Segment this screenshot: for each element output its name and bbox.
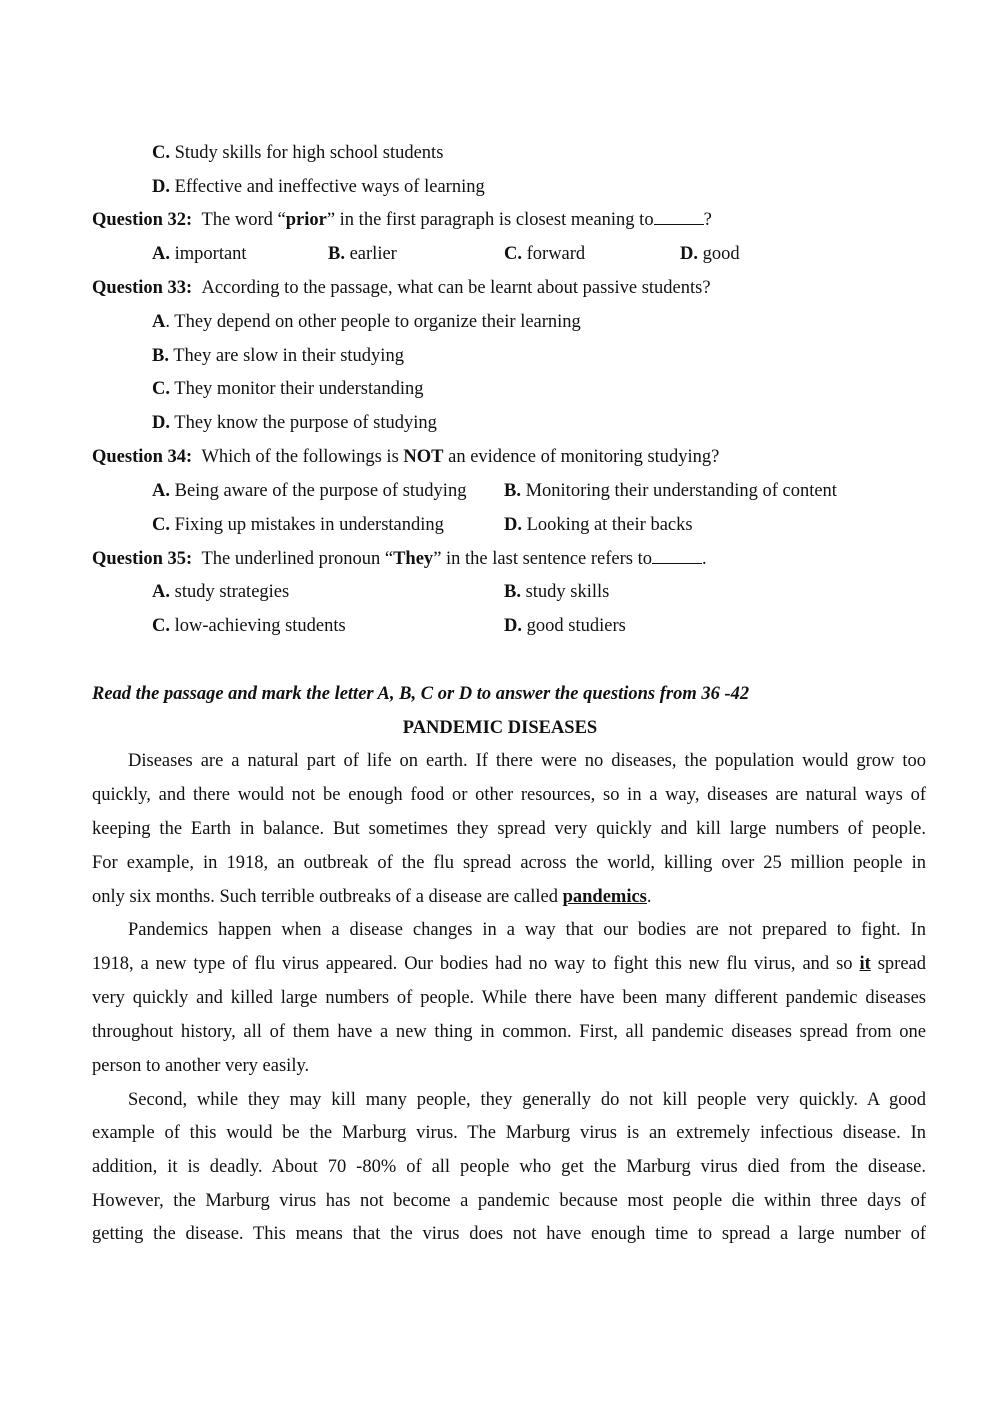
- p1-line-5: [92, 885, 926, 909]
- underlined-word-it: it: [859, 954, 871, 974]
- question-stem-cont: an evidence of monitoring studying?: [443, 447, 720, 467]
- q35-option-a: [152, 580, 289, 604]
- option-letter: D.: [680, 244, 698, 264]
- question-stem-cont: ” in the first paragraph is closest meaning to: [326, 210, 654, 230]
- q31-option-d: [152, 175, 485, 199]
- underlined-word-pandemics: pandemics: [562, 887, 647, 907]
- option-text: Monitoring their understanding of content: [520, 481, 837, 501]
- q33-option-a: [152, 310, 581, 334]
- option-letter: C.: [152, 143, 170, 163]
- p3-line-4: However, the Marburg virus has not become a pandemic because most people die within three days of: [92, 1191, 926, 1211]
- question-stem: Which of the followings is: [201, 447, 404, 467]
- option-letter: B.: [504, 481, 521, 501]
- q33-option-c: [152, 377, 423, 401]
- p3-line-1: Second, while they may kill many people, they generally do not kill people very quickly. A good: [128, 1090, 926, 1110]
- q35-option-d: [504, 614, 626, 638]
- question-label: Question 35:: [92, 549, 193, 569]
- option-text: They monitor their understanding: [170, 379, 424, 399]
- option-letter: D.: [152, 413, 170, 433]
- question-32: [92, 208, 712, 232]
- p2-line-2-end: spread: [870, 954, 926, 974]
- option-text: good studiers: [522, 616, 626, 636]
- option-text: study skills: [520, 582, 610, 602]
- q34-option-c: [152, 513, 444, 537]
- p3-line-5: getting the disease. This means that the virus does not have enough time to spread a large number of: [92, 1224, 926, 1244]
- answer-blank: [652, 547, 702, 564]
- option-letter: C.: [504, 244, 522, 264]
- question-stem: The word “: [201, 210, 286, 230]
- q32-option-c: [504, 242, 585, 266]
- q34-option-d: [504, 513, 693, 537]
- p1-line-2: quickly, and there would not be enough food or other resources, so in a way, diseases are natural ways of: [92, 785, 926, 805]
- question-stem: The underlined pronoun “: [201, 549, 394, 569]
- q33-option-d: [152, 411, 437, 435]
- option-text: Study skills for high school students: [170, 143, 444, 163]
- q32-option-b: [328, 242, 397, 266]
- option-letter: D.: [504, 515, 522, 535]
- p1-last-text: only six months. Such terrible outbreaks of a disease are called: [92, 887, 563, 907]
- option-letter: A.: [152, 582, 170, 602]
- p1-line-3: keeping the Earth in balance. But sometimes they spread very quickly and kill large numbers of people.: [92, 819, 926, 839]
- option-letter: B.: [504, 582, 521, 602]
- q34-option-b: [504, 479, 837, 503]
- option-letter: C.: [152, 379, 170, 399]
- option-letter: B.: [328, 244, 345, 264]
- p2-line-2-text: 1918, a new type of flu virus appeared. Our bodies had no way to fight this new flu virus, and so: [92, 954, 860, 974]
- option-letter: D.: [504, 616, 522, 636]
- question-label: Question 34:: [92, 447, 193, 467]
- p2-line-5: person to another very easily.: [92, 1056, 310, 1076]
- question-label: Question 32:: [92, 210, 193, 230]
- question-end: .: [702, 549, 707, 569]
- option-letter: A.: [152, 244, 170, 264]
- option-text: earlier: [344, 244, 397, 264]
- p3-line-3: addition, it is deadly. About 70 -80% of all people who get the Marburg virus died from the disease.: [92, 1157, 926, 1177]
- p2-line-3: very quickly and killed large numbers of people. While there have been many different pandemic diseases: [92, 988, 926, 1008]
- q31-option-c: [152, 141, 443, 165]
- option-text: Fixing up mistakes in understanding: [170, 515, 444, 535]
- option-letter: B.: [152, 346, 169, 366]
- option-text: Effective and ineffective ways of learning: [170, 177, 485, 197]
- q34-option-a: [152, 479, 466, 503]
- question-label: Question 33:: [92, 278, 193, 298]
- option-text: . They depend on other people to organize their learning: [165, 312, 581, 332]
- keyword: NOT: [403, 447, 444, 467]
- option-letter: D.: [152, 177, 170, 197]
- q35-option-b: [504, 580, 609, 604]
- p1-line-1: Diseases are a natural part of life on earth. If there were no diseases, the population would grow too: [128, 751, 926, 771]
- question-end: ?: [703, 210, 712, 230]
- question-stem: According to the passage, what can be learnt about passive students?: [201, 278, 711, 298]
- q32-option-a: [152, 242, 247, 266]
- option-text: forward: [522, 244, 586, 264]
- p3-line-2: example of this would be the Marburg virus. The Marburg virus is an extremely infectious disease. In: [92, 1123, 926, 1143]
- option-letter: C.: [152, 616, 170, 636]
- option-letter: C.: [152, 515, 170, 535]
- option-text: Being aware of the purpose of studying: [170, 481, 467, 501]
- option-text: They are slow in their studying: [168, 346, 404, 366]
- question-33: [92, 276, 711, 300]
- q33-option-b: [152, 344, 404, 368]
- option-text: good: [698, 244, 740, 264]
- keyword: prior: [285, 210, 327, 230]
- question-34: [92, 445, 719, 469]
- p1-line-4: For example, in 1918, an outbreak of the flu spread across the world, killing over 25 million people in: [92, 853, 926, 873]
- reading-instruction: Read the passage and mark the letter A, B, C or D to answer the questions from 36 -42: [92, 684, 750, 704]
- p1-last-punct: .: [646, 887, 652, 907]
- option-text: low-achieving students: [170, 616, 346, 636]
- option-text: Looking at their backs: [522, 515, 693, 535]
- passage-title: PANDEMIC DISEASES: [402, 718, 598, 738]
- q35-option-c: [152, 614, 346, 638]
- option-text: They know the purpose of studying: [170, 413, 437, 433]
- option-letter: A: [152, 312, 166, 332]
- question-stem-cont: ” in the last sentence refers to: [433, 549, 653, 569]
- answer-blank: [654, 208, 704, 225]
- question-35: [92, 547, 707, 571]
- option-text: study strategies: [170, 582, 290, 602]
- option-text: important: [170, 244, 247, 264]
- keyword: They: [393, 549, 434, 569]
- q32-option-d: [680, 242, 740, 266]
- p2-line-4: throughout history, all of them have a new thing in common. First, all pandemic diseases spread from one: [92, 1022, 926, 1042]
- p2-line-1: Pandemics happen when a disease changes in a way that our bodies are not prepared to fight. In: [128, 920, 926, 940]
- p2-line-2: [92, 952, 926, 976]
- option-letter: A.: [152, 481, 170, 501]
